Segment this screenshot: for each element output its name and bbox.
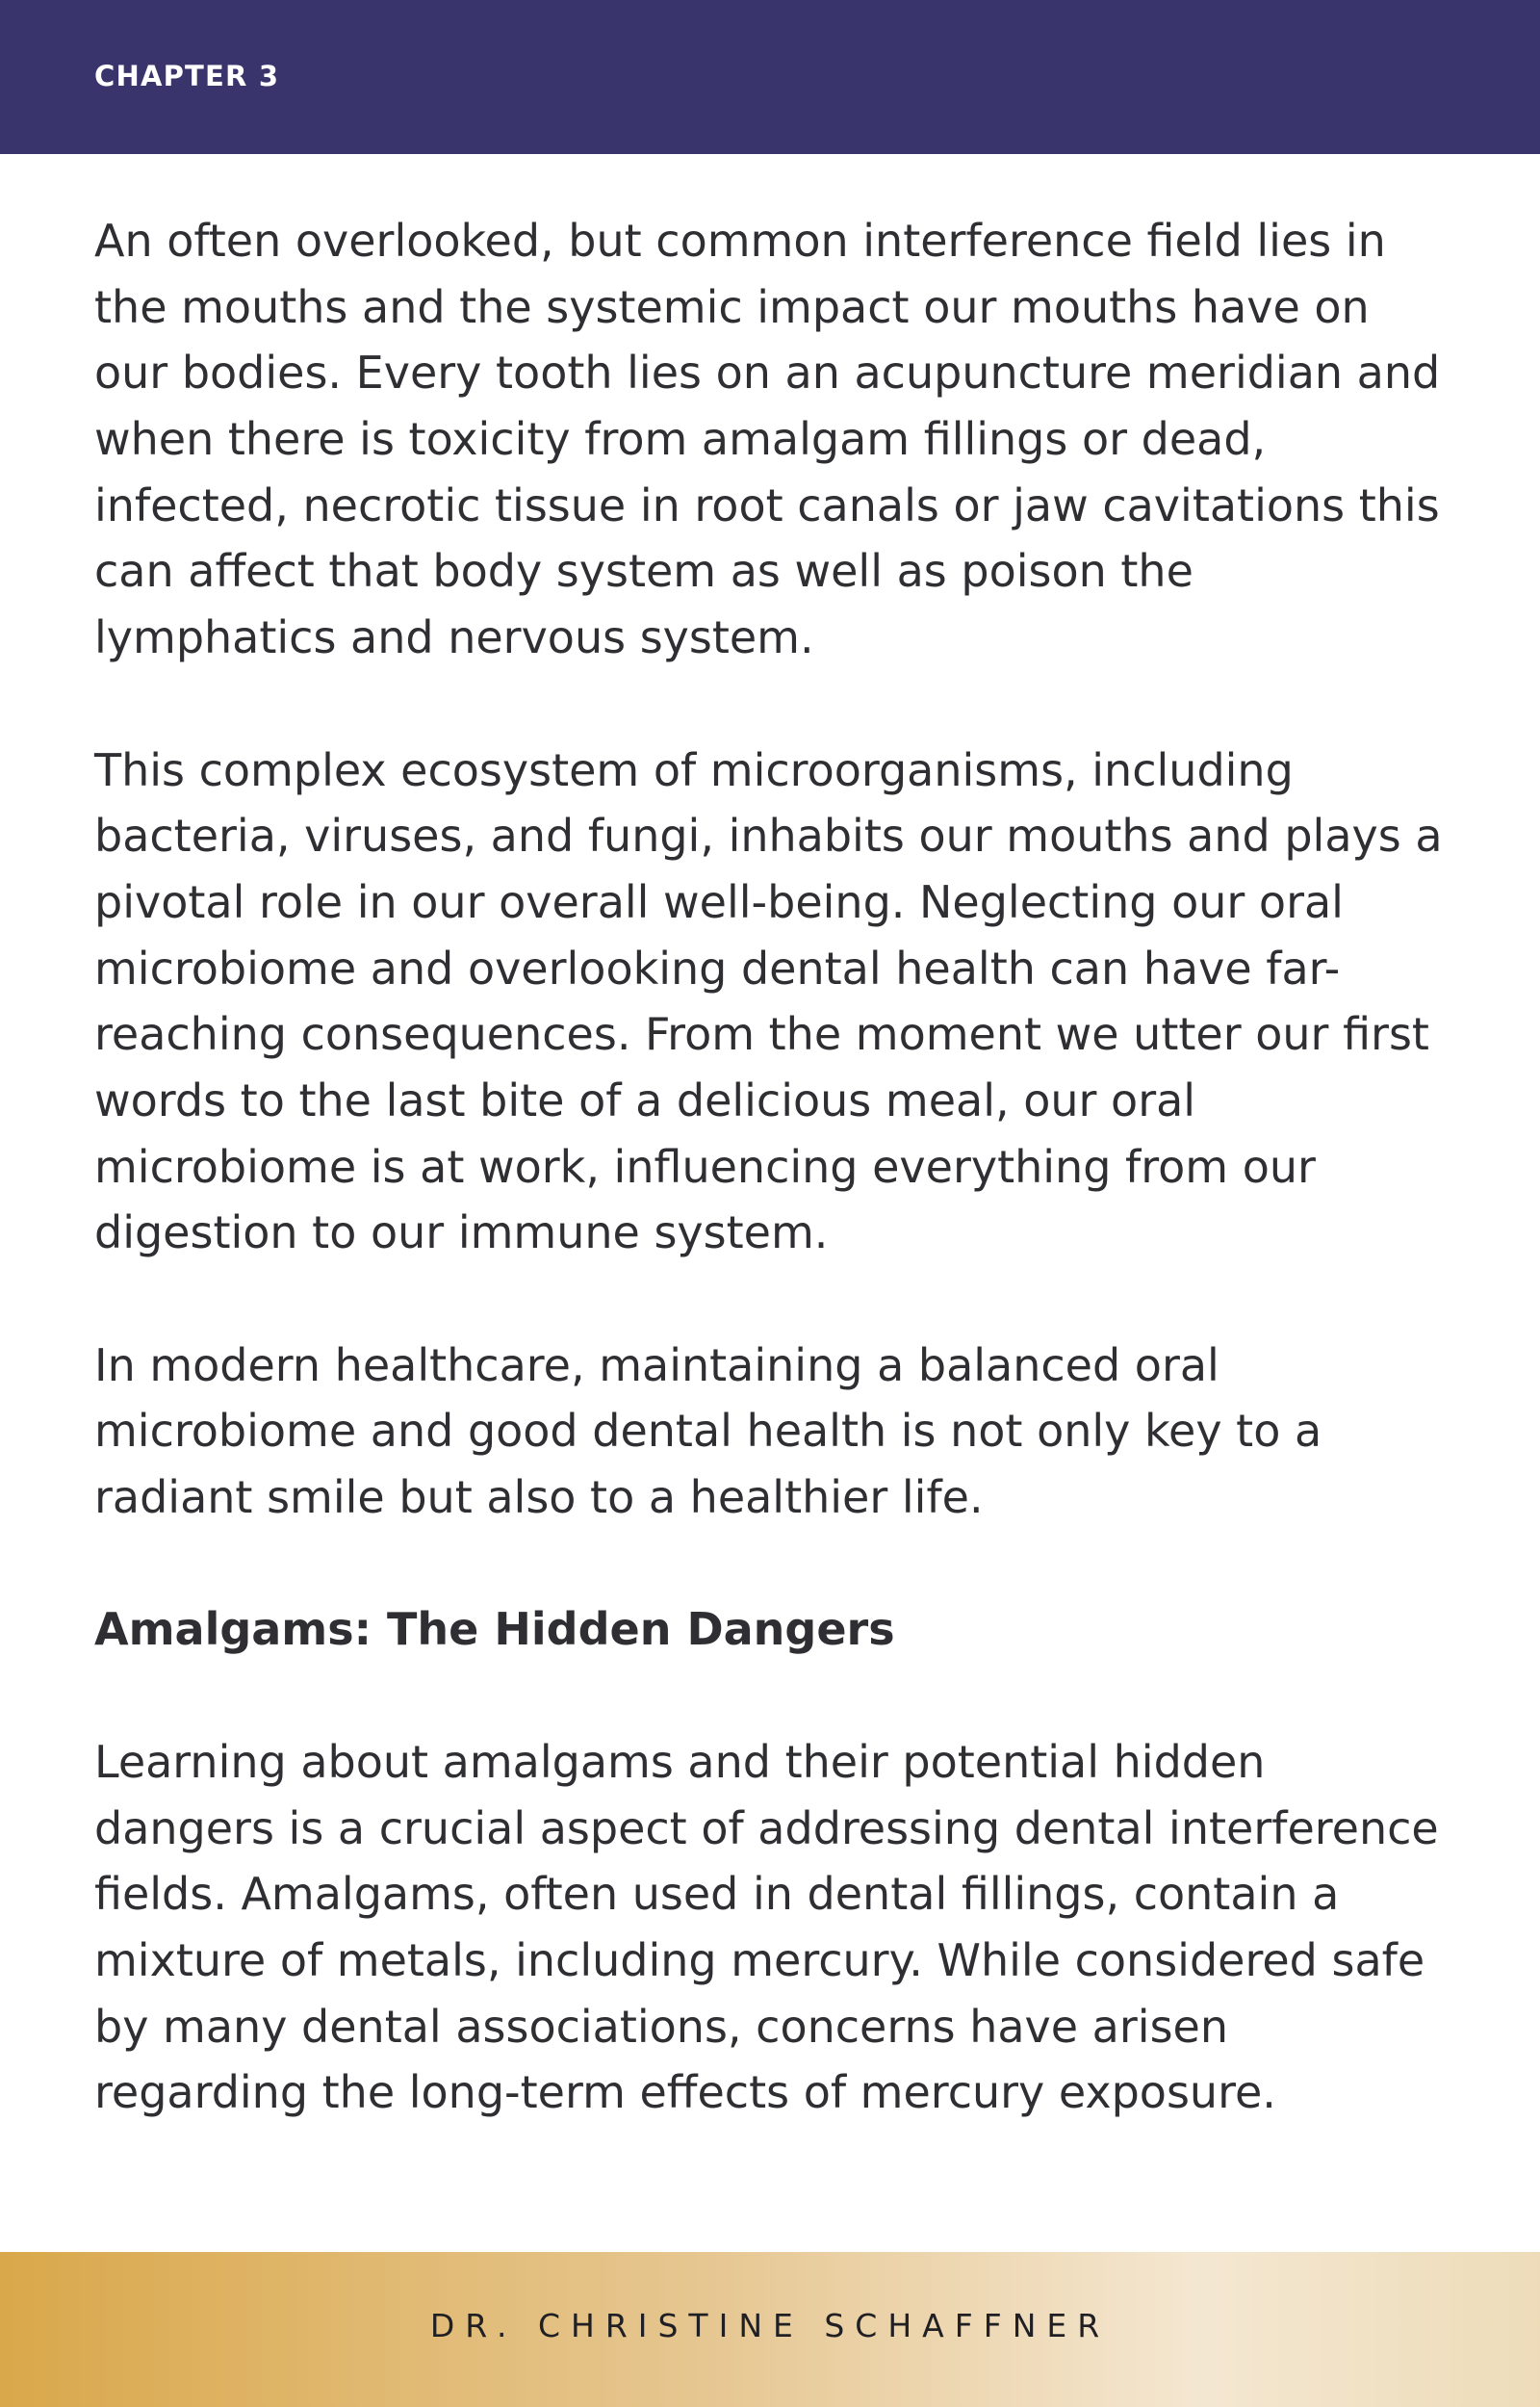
paragraph-line: reaching consequences. From the moment we utter our first xyxy=(94,1008,1429,1061)
paragraph-line: microbiome and good dental health is not only key to a xyxy=(94,1405,1322,1458)
paragraph-line: infected, necrotic tissue in root canals or jaw cavitations this xyxy=(94,479,1440,531)
paragraph-line: regarding the long-term effects of mercury exposure. xyxy=(94,2066,1276,2119)
paragraph-line: the mouths and the systemic impact our mouths have on xyxy=(94,280,1370,333)
chapter-header-bar xyxy=(0,0,1540,154)
paragraph-line: digestion to our immune system. xyxy=(94,1206,829,1259)
paragraph-line: An often overlooked, but common interference field lies in xyxy=(94,215,1386,267)
paragraph-line: pivotal role in our overall well-being. Neglecting our oral xyxy=(94,875,1344,928)
chapter-label: CHAPTER 3 xyxy=(94,60,280,92)
paragraph-line: fields. Amalgams, often used in dental fillings, contain a xyxy=(94,1868,1340,1921)
paragraph-line: lymphatics and nervous system. xyxy=(94,611,814,664)
section-paragraph xyxy=(94,1729,1500,2126)
paragraph-line: dangers is a crucial aspect of addressing dental interference xyxy=(94,1801,1439,1854)
paragraph-line: Learning about amalgams and their potential hidden xyxy=(94,1735,1266,1788)
paragraph-line: In modern healthcare, maintaining a balanced oral xyxy=(94,1338,1219,1391)
paragraph-line: mixture of metals, including mercury. While considered safe xyxy=(94,1933,1425,1986)
paragraph-line: by many dental associations, concerns have arisen xyxy=(94,2000,1228,2053)
section-heading: Amalgams: The Hidden Dangers xyxy=(94,1603,895,1656)
paragraph-line: words to the last bite of a delicious meal, our oral xyxy=(94,1074,1196,1126)
paragraph-line: when there is toxicity from amalgam fillings or dead, xyxy=(94,413,1267,466)
author-name: DR. CHRISTINE SCHAFFNER xyxy=(429,2307,1111,2344)
paragraph-2 xyxy=(94,738,1500,1267)
paragraph-1 xyxy=(94,208,1500,671)
paragraph-line: bacteria, viruses, and fungi, inhabits our mouths and plays a xyxy=(94,810,1443,863)
paragraph-line: microbiome and overlooking dental health can have far- xyxy=(94,942,1341,995)
author-footer-bar xyxy=(0,2252,1540,2407)
paragraph-line: This complex ecosystem of microorganisms, including xyxy=(94,743,1294,796)
paragraph-line: our bodies. Every tooth lies on an acupuncture meridian and xyxy=(94,347,1441,400)
page-body xyxy=(94,208,1500,2192)
paragraph-line: microbiome is at work, influencing everything from our xyxy=(94,1140,1316,1193)
paragraph-line: can affect that body system as well as poison the xyxy=(94,545,1194,598)
paragraph-line: radiant smile but also to a healthier life. xyxy=(94,1471,984,1524)
paragraph-3 xyxy=(94,1333,1500,1531)
